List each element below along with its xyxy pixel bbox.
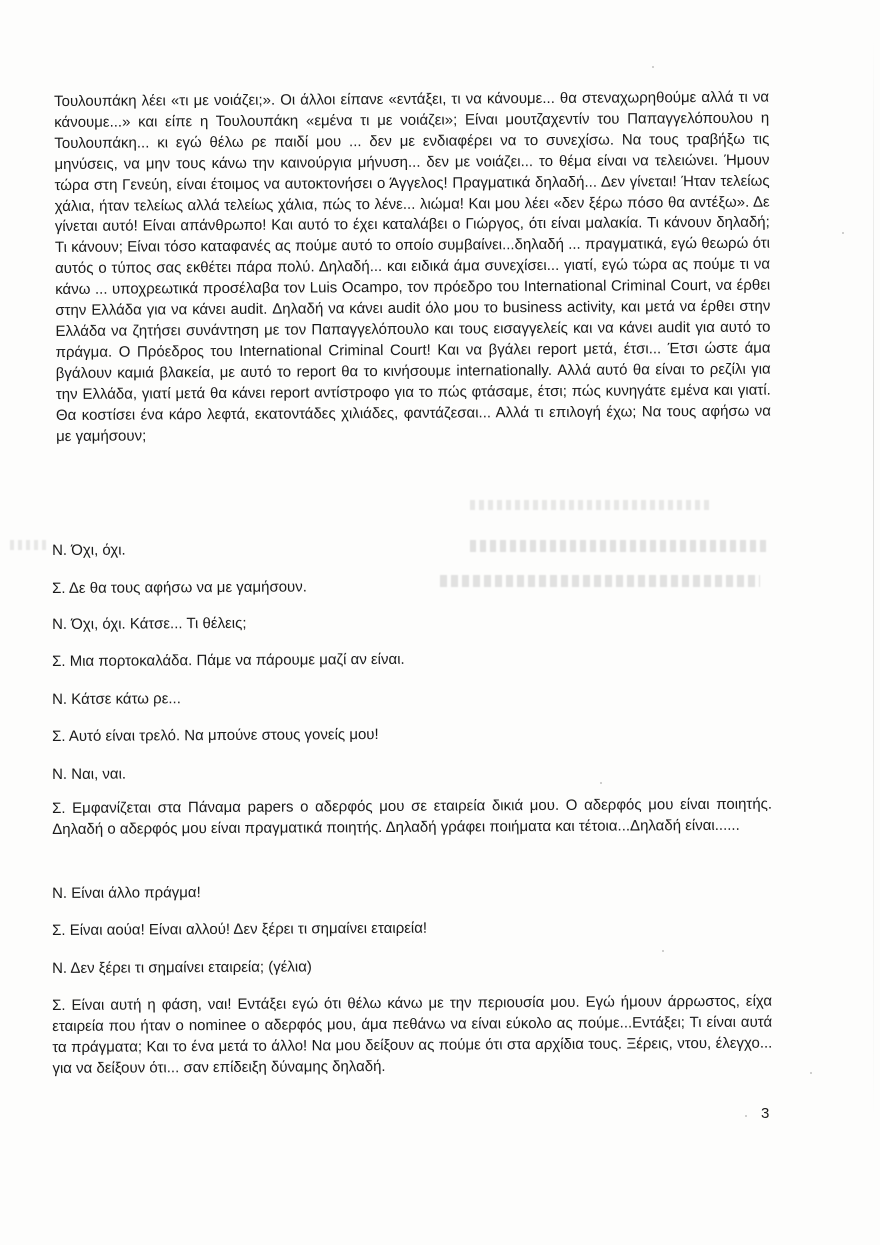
scan-speck [842,232,844,234]
dialogue-line: Σ. Εμφανίζεται στα Πάναμα papers ο αδερφός μου σε εταιρεία δικιά μου. Ο αδερφός μου είναι ποιητής. Δηλαδή ο αδερφός μου είναι πραγματικά ποιητής. Δηλαδή γράφει ποιήματα και τέτοια...Δηλαδή είναι...... [52,795,773,838]
scan-edge-shadow [873,40,874,1120]
dialogue-line: Σ. Μια πορτοκαλάδα. Πάμε να πάρουμε μαζί αν είναι. [52,650,405,670]
opening-paragraph-block [54,88,771,448]
bleed-through-ghost [470,500,710,510]
dialogue-line: Ν. Όχι, όχι. Κάτσε... Τι θέλεις; [52,614,247,633]
scan-speck [652,66,654,68]
dialogue-line: Ν. Όχι, όχι. [52,541,126,559]
dialogue-line: Ν. Κάτσε κάτω ρε... [52,690,181,708]
scan-speck [662,950,664,952]
page-number: 3 [761,1105,770,1122]
dialogue-line: Ν. Δεν ξέρει τι σημαίνει εταιρεία; (γέλια) [52,958,312,977]
scan-speck [745,1115,747,1117]
opening-paragraph: Τουλουπάκη λέει «τι με νοιάζει;». Οι άλλοι είπανε «εντάξει, τι να κάνουμε... θα στεναχωρηθούμε αλλά τι να κάνουμε...» και είπε η Τουλουπάκη «εμένα τι με νοιάζει»; Είναι μουτζαχεντίν του Παπαγγελόπουλου η Τουλουπάκη... κι εγώ θέλω ρε παιδί μου ... δεν με ενδιαφέρει να το συνεχίσω. Να τους τραβήξω τις μηνύσεις, να μην τους κάνω την καινούργια μήνυση... δεν με νοιάζει... το θέμα είναι να τελειώνει. Ήμουν τώρα στη Γενεύη, είναι έτοιμος να αυτοκτονήσει ο Άγγελος! Πραγματικά δηλαδή... Δεν γίνεται! Ήταν τελείως χάλια, ήταν τελείως αλλά τελείως χάλια, πώς το λένε... λιώμα! Και μου λέει «δεν ξέρω πόσο θα αντέξω». Δε γίνεται αυτό! Είναι απάνθρωπο! Και αυτό το έχει καταλάβει ο Γιώργος, ότι είναι μαλακία. Τι κάνουν δηλαδή; Τι κάνουν; Είναι τόσο καταφανές ας πούμε αυτό το οποίο συμβαίνει...δηλαδή ... πραγματικά, εγώ θεωρώ ότι αυτός ο τύπος σας εκθέτει πάρα πολύ. Δηλαδή... και ειδικά άμα συνεχίσει... γιατί, εγώ τώρα ας πούμε τι να κάνω ... υποχρεωτικά προσέλαβα τον Luis Ocampo, τον πρόεδρο του International Criminal Court, να έρθει στην Ελλάδα για να κάνει audit. Δηλαδή να κάνει audit όλο μου το business activity, και μετά να έρθει στην Ελλάδα να ζητήσει συνάντηση με τον Παπαγγελόπουλο και τους εισαγγελείς και να κάνει audit για αυτό το πράγμα. Ο Πρόεδρος του International Criminal Court! Και να βγάλει report μετά, έτσι... Έτσι ώστε άμα βγάλουν καμιά βλακεία, με αυτό το report θα το κινήσουμε internationally. Αλλά αυτό θα είναι το ρεζίλι για την Ελλάδα, γιατί μετά θα κάνει report αντίστροφο για το πώς φτάσαμε, έτσι; πώς κυνηγάτε εμένα και γιατί. Θα κοστίσει ένα κάρο λεφτά, εκατοντάδες χιλιάδες, φαντάζεσαι... Αλλά τι επιλογή έχω; Να τους αφήσω να με γαμήσουν; [54,88,772,445]
dialogue-line: Ν. Είναι άλλο πράγμα! [52,884,201,902]
dialogue-line: Σ. Είναι αούα! Είναι αλλού! Δεν ξέρει τι σημαίνει εταιρεία! [52,919,428,939]
dialogue-line: Ν. Ναι, ναι. [52,765,127,783]
scan-speck [810,1072,812,1074]
bleed-through-ghost [10,540,50,550]
dialogue-line: Σ. Δε θα τους αφήσω να με γαμήσουν. [52,578,307,597]
dialogue-line: Σ. Είναι αυτή η φάση, ναι! Εντάξει εγώ ότι θέλω κάνω με την περιουσία μου. Εγώ ήμουν άρρωστος, είχα εταιρεία που ήταν ο nominee ο αδερφός μου, άμα πεθάνω να είναι εύκολο ας πούμε...Εντάξει; Τι είναι αυτά τα πράγματα; Και το ένα μετά το άλλο! Να μου δείξουν ας πούμε ότι στα αρχίδια τους. Ξέρεις, ντου, έλεγχο... για να δείξουν ότι... σαν επίδειξη δύναμης δηλαδή. [52,992,773,1077]
dialogue-line: Σ. Αυτό είναι τρελό. Να μπούνε στους γονείς μου! [52,726,379,745]
scan-speck [600,782,602,784]
